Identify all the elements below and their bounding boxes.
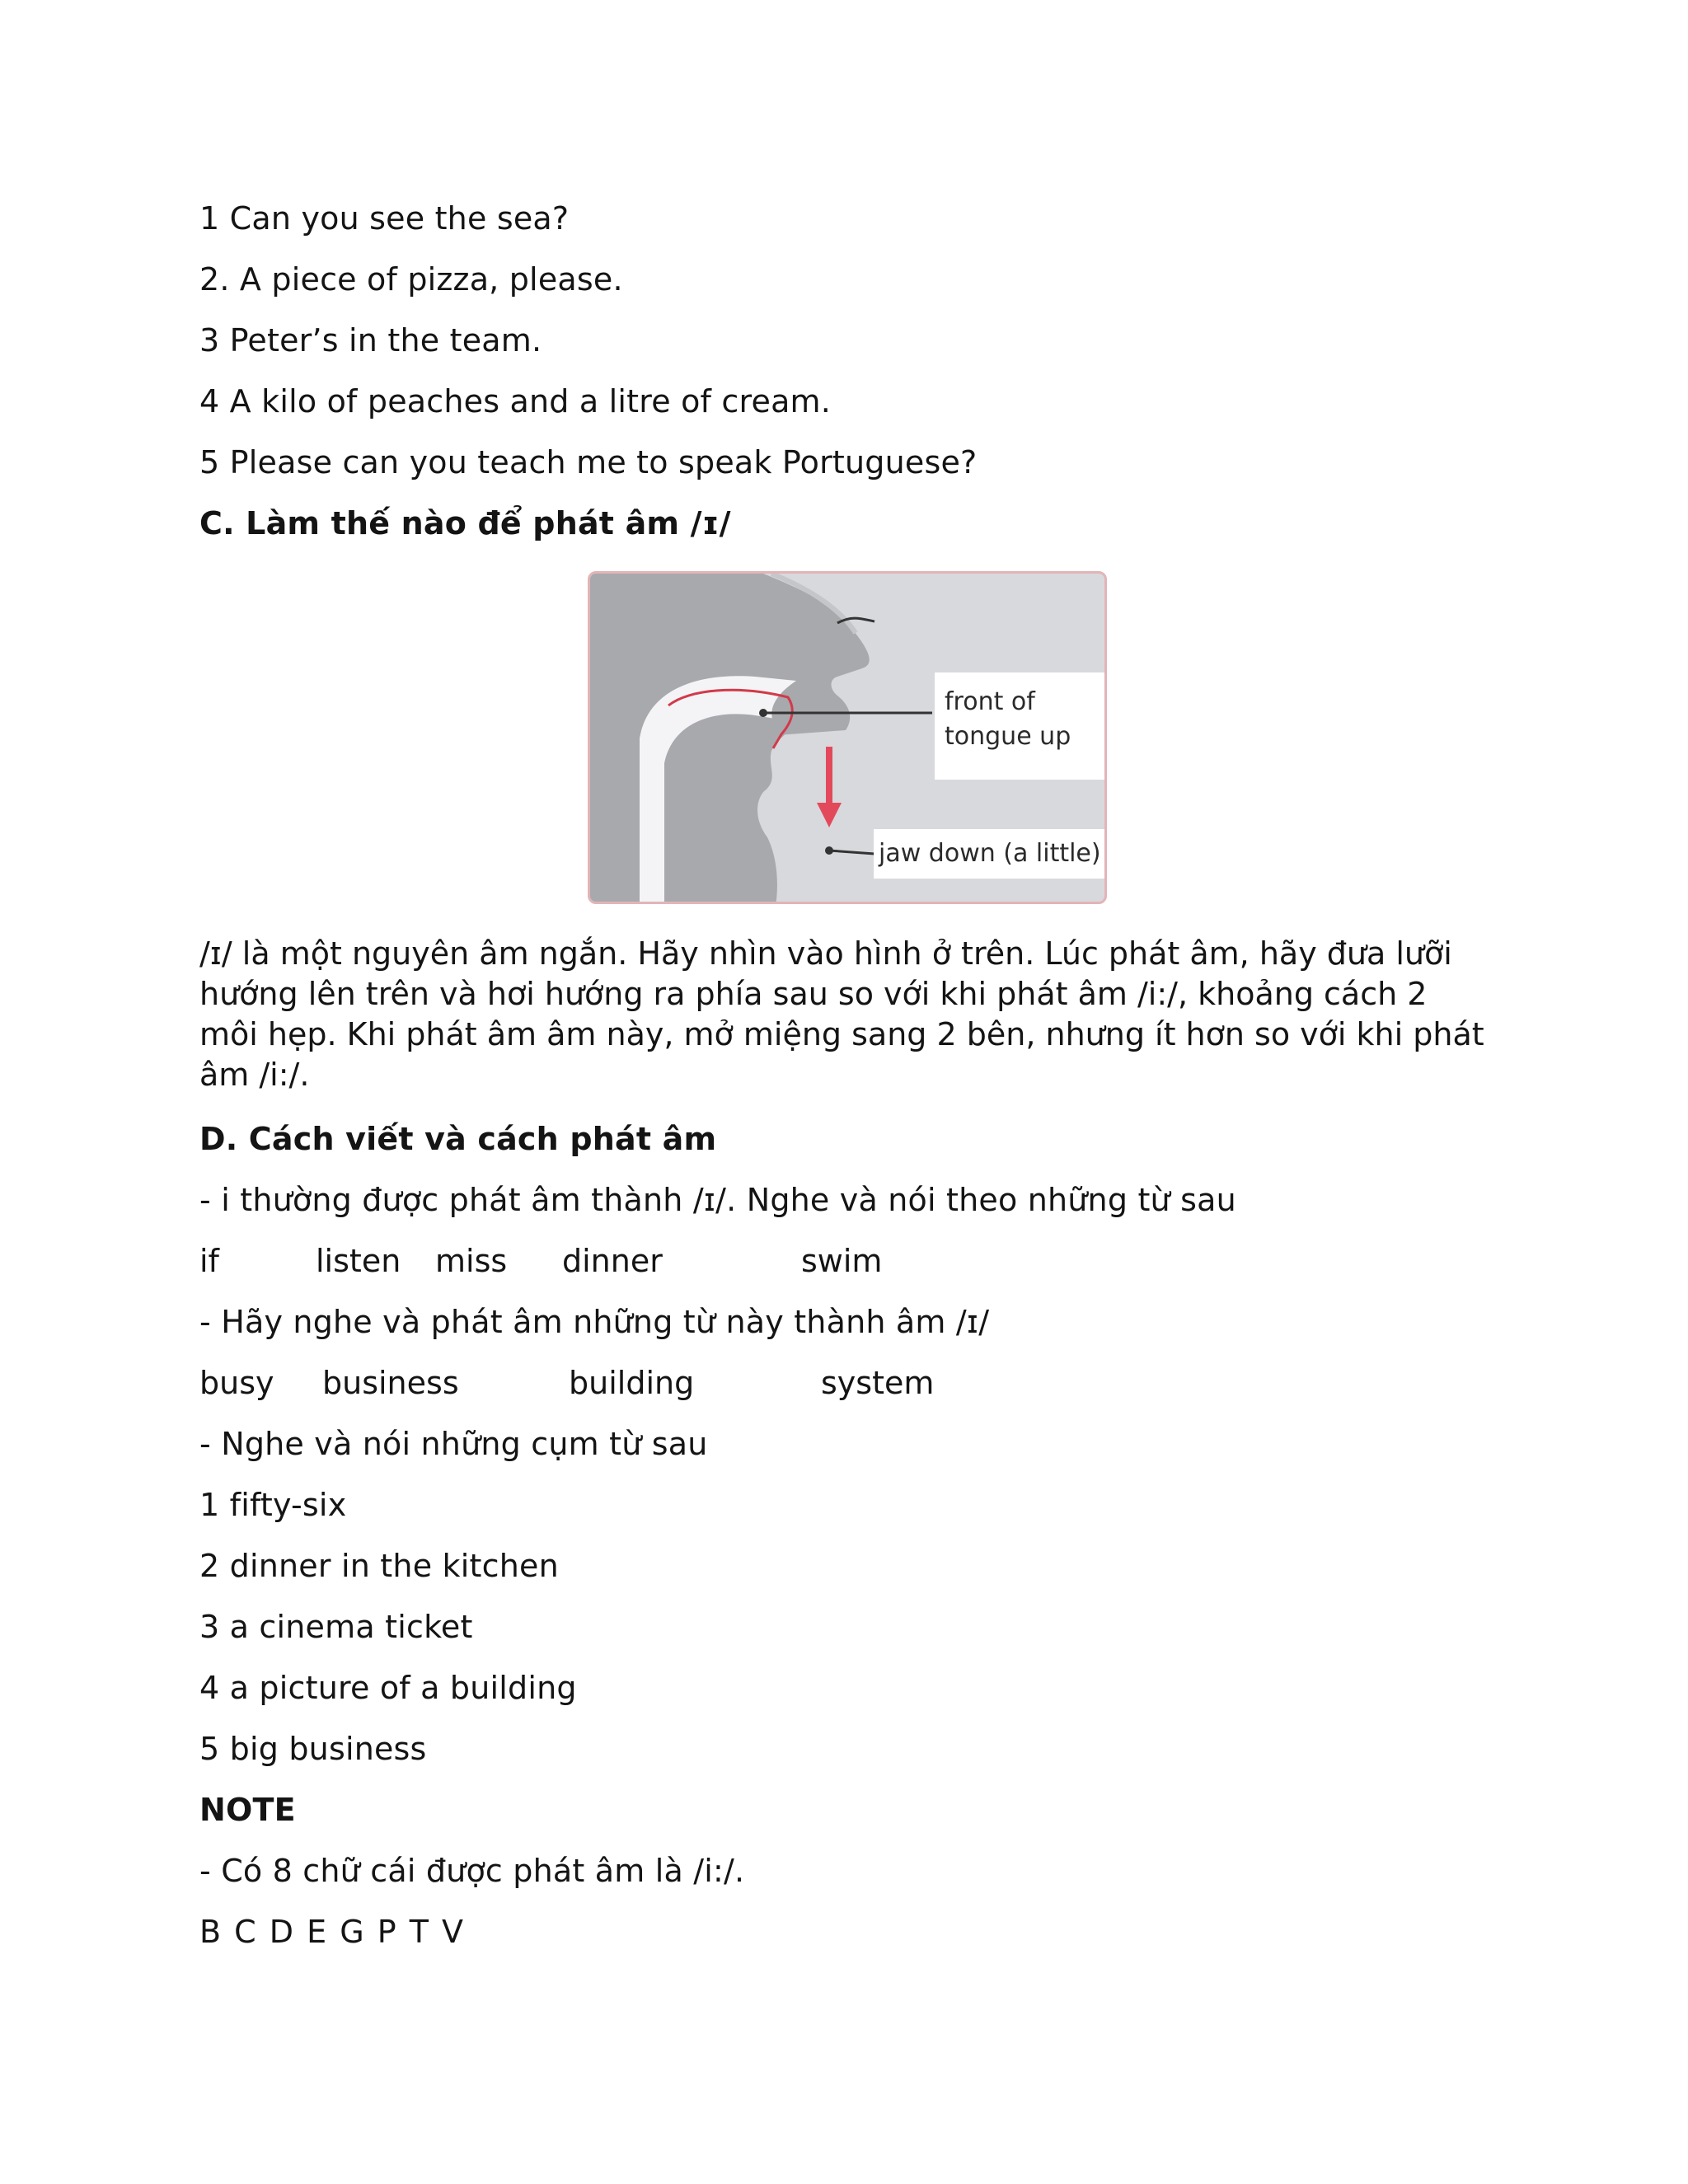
word: dinner: [562, 1243, 663, 1279]
label-jaw-down: jaw down (a little): [879, 839, 1101, 868]
sentence-4: 4 A kilo of peaches and a litre of cream.: [199, 383, 832, 419]
word: swim: [801, 1243, 883, 1279]
phrase-4: 4 a picture of a building: [199, 1670, 577, 1706]
word: busy: [199, 1365, 274, 1401]
note-text: - Có 8 chữ cái được phát âm là /i:/.: [199, 1853, 745, 1889]
word: if: [199, 1243, 219, 1279]
rule-3: - Nghe và nói những cụm từ sau: [199, 1426, 708, 1462]
section-c-paragraph: /ɪ/ là một nguyên âm ngắn. Hãy nhìn vào hình ở trên. Lúc phát âm, hãy đưa lưỡi hướng lên trên và hơi hướng ra phía sau so với khi phát âm /i:/, khoảng cách 2 môi hẹp. Khi phát âm âm này, mở miệng sang 2 bên, nhưng ít hơn so với khi phát âm /i:/.: [199, 935, 1484, 1093]
note-letters: B C D E G P T V: [199, 1914, 465, 1950]
sentence-5: 5 Please can you teach me to speak Portuguese?: [199, 444, 978, 480]
word: system: [821, 1365, 935, 1401]
sentence-1: 1 Can you see the sea?: [199, 200, 570, 237]
word: business: [322, 1365, 459, 1401]
mouth-diagram: [588, 571, 1107, 904]
rule-2: - Hãy nghe và phát âm những từ này thành âm /ɪ/: [199, 1304, 990, 1340]
label-tongue-up: tongue up: [945, 722, 1071, 751]
word: listen: [316, 1243, 401, 1279]
phrase-5: 5 big business: [199, 1731, 427, 1767]
note-heading: NOTE: [199, 1792, 296, 1828]
word: building: [569, 1365, 695, 1401]
label-front-of: front of: [945, 687, 1035, 716]
rule-1: - i thường được phát âm thành /ɪ/. Nghe và nói theo những từ sau: [199, 1182, 1236, 1218]
phrase-1: 1 fifty-six: [199, 1487, 347, 1523]
phrase-3: 3 a cinema ticket: [199, 1609, 473, 1645]
sentence-2: 2. A piece of pizza, please.: [199, 261, 623, 298]
phrase-2: 2 dinner in the kitchen: [199, 1548, 559, 1584]
section-c-heading: C. Làm thế nào để phát âm /ɪ/: [199, 505, 731, 541]
section-d-heading: D. Cách viết và cách phát âm: [199, 1121, 717, 1157]
word: miss: [435, 1243, 508, 1279]
sentence-3: 3 Peter’s in the team.: [199, 322, 542, 359]
